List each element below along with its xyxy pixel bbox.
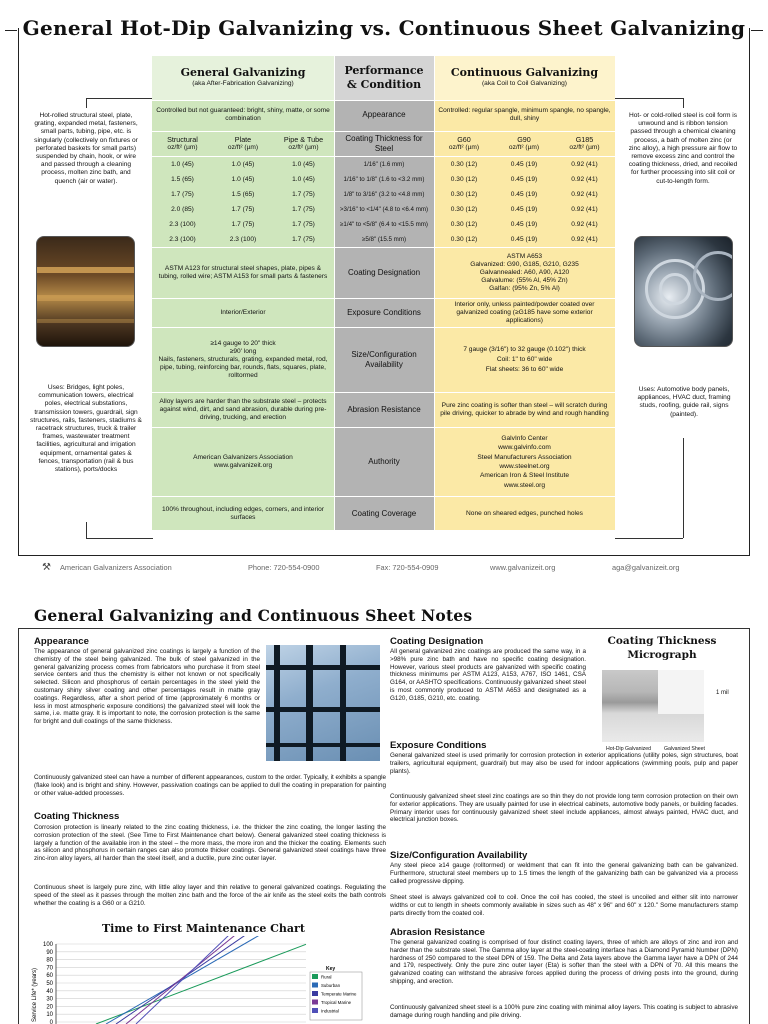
size-continuous: 7 gauge (3/16") to 32 gauge (0.102") thick Coil: 1" to 60" wide Flat sheets: 36 to 60" wide [463, 346, 586, 373]
condition-header [334, 56, 434, 100]
row-divider [152, 131, 615, 132]
continuous-process-description: Hot- or cold-rolled steel is coil form is unwound and is ribbon tension passed through a chemical cleaning process, a bath of molten zinc (or zinc alloy), a high pressure air flow to remove excess zinc and control the coating thickness, dried, and recoiled for further processing into slit coil or cut-to-length form. [628, 112, 738, 185]
col-structural-label: Structural [167, 135, 198, 144]
y-tick-label: 70 [46, 965, 53, 972]
title-rule-right [751, 30, 763, 31]
row-divider [152, 427, 615, 428]
exposure-label: Exposure Conditions [347, 308, 421, 317]
legend-label: Suburban [321, 983, 341, 988]
y-tick-label: 20 [46, 1004, 53, 1011]
abrasion-general: Alloy layers are harder than the substrate steel – protects against wind, dirt, and sand abrasion, durable during pre-driving, trucking, and erection [159, 398, 327, 421]
notes-title: General Galvanizing and Continuous Sheet Notes [34, 606, 473, 625]
thickness-g185: 0.92 (41) [571, 160, 598, 168]
y-tick-label: 90 [46, 949, 53, 956]
footer-phone: Phone: 720-554-0900 [248, 562, 320, 572]
legend-label: Temperate Marine [321, 991, 357, 997]
col-g185-label: G185 [575, 135, 594, 144]
y-tick-label: 100 [42, 942, 53, 948]
thickness-structural: 2.0 (85) [171, 205, 194, 213]
top-title-bar [18, 14, 750, 42]
comparison-table [152, 56, 615, 530]
chart-title: Time to First Maintenance Chart [102, 922, 305, 935]
micrograph-image [602, 670, 704, 742]
legend-label: Rural [321, 974, 332, 980]
legend-swatch [312, 974, 318, 979]
thickness-g185: 0.92 (41) [571, 235, 598, 243]
aga-logo-icon: ⚒ [42, 561, 51, 573]
series-line [136, 936, 306, 1024]
thickness-range: >3/16" to <1/4" (4.8 to <6.4 mm) [339, 205, 429, 213]
thickness-g90: 0.45 (19) [510, 175, 538, 183]
title-rule-left [5, 30, 17, 31]
general-header [152, 56, 334, 100]
thickness-pipe: 1.0 (45) [292, 160, 315, 168]
appearance-label: Appearance [362, 110, 406, 119]
authority-label: Authority [368, 457, 400, 466]
thickness-col-structural [152, 132, 213, 156]
general-header-title: General Galvanizing [180, 66, 306, 79]
designation-continuous: ASTM A653 Galvanized: G90, G185, G210, G235 Galvannealed: A60, A90, A120 Galvalume: (55% Al, 45% Zn) Galfan: (95% Zn, 5% Al) [470, 253, 579, 292]
exposure-heading: Exposure Conditions [390, 740, 487, 751]
micrograph-title: Coating Thickness Micrograph [607, 635, 717, 661]
coverage-general: 100% throughout, including edges, corners, and interior surfaces [161, 505, 325, 521]
thickness-g90: 0.45 (19) [510, 235, 538, 243]
general-uses: Uses: Bridges, light poles, communication towers, electrical poles, electrical substations, transmission towers, guardrail, sign structures, rails, fasteners, stadiums & racetrack structures, truck & trailer frames, wastewater treatment facilities, agricultural and irrigation equipment, ornamental gates & fences, transportation (rail & bus stations), ports/docks [30, 384, 142, 474]
thickness-g60: 0.30 (12) [450, 190, 478, 198]
row-divider [152, 327, 615, 328]
authority-general: American Galvanizers Association www.galvanizeit.org [193, 454, 293, 469]
appearance-general: Controlled but not guaranteed: bright, shiny, matte, or some combination [156, 107, 330, 122]
thickness-structural: 1.5 (65) [171, 175, 194, 183]
designation-heading: Coating Designation [390, 636, 484, 647]
thickness-g90: 0.45 (19) [510, 160, 538, 168]
thickness-g185: 0.92 (41) [571, 175, 598, 183]
connector-left-top [86, 98, 153, 99]
thickness-structural: 2.3 (100) [169, 220, 196, 228]
col-divider [434, 56, 435, 530]
col-pipe-label: Pipe & Tube [283, 135, 324, 144]
col-g60-label: G60 [457, 135, 471, 144]
thickness-g185: 0.92 (41) [571, 190, 598, 198]
row-divider [152, 298, 615, 299]
col-divider [334, 56, 335, 530]
galvanized-structure-photo [266, 645, 380, 761]
thickness-structural: 1.0 (45) [171, 160, 194, 168]
legend-swatch [312, 1008, 318, 1013]
y-tick-label: 10 [46, 1012, 53, 1019]
connector-left-top-v [86, 98, 87, 108]
size-paragraph-1: Any steel piece ≥14 gauge (rolltormed) or weldment that can fit into the general galvanizing bath can be galvanized. Furthermore, structural steel members up to 1.5 times the length of the galvanizing bath can be galvanized via a process called progressive dipping. [390, 862, 738, 885]
thickness-range: ≥1/4" to <5/8" (6.4 to <15.5 mm) [340, 220, 428, 228]
row-divider [152, 392, 615, 393]
thickness-pipe: 1.7 (75) [292, 235, 315, 243]
designation-label: Coating Designation [347, 268, 421, 277]
abrasion-continuous: Pure zinc coating is softer than steel – will scratch during pile driving, quicker to abrade by wind and rough handling [440, 402, 609, 417]
designation-paragraph: All general galvanized zinc coatings are produced the same way, in a >98% pure zinc bath and have no specific coating designation. However, various steel products are galvanized with specific coating thickness minimums per ASTM A123, A153, A767, ISO 1461, CSA G164, or AASHTO specifications. Continuously galvanized sheet steel is most commonly produced to ASTM A653 and designated as a G120, G185, G210, etc. coating. [390, 648, 586, 702]
exposure-paragraph-2: Continuously galvanized sheet steel zinc coatings are so thin they do not provide long term corrosion protection on their own for exterior applications. They are usually painted for use in electrical cabinets, automotive body panels, or building facades. Primary interior uses for continuously galvanized sheet steel include appliances, almost always painted, HVAC duct, and electrical junction boxes. [390, 793, 738, 824]
connector-left-bottom [86, 538, 153, 539]
thickness-g185: 0.92 (41) [571, 220, 598, 228]
col-structural-unit: oz/ft² (µm) [167, 144, 198, 151]
thickness-structural: 2.3 (100) [169, 235, 196, 243]
coverage-label: Coating Coverage [351, 508, 417, 518]
size-heading: Size/Configuration Availability [390, 850, 528, 861]
thickness-g60: 0.30 (12) [450, 205, 478, 213]
thickness-label: Coating Thickness for Steel [345, 134, 423, 153]
footer-org: American Galvanizers Association [60, 562, 172, 572]
legend-label: Industrial [321, 1008, 339, 1014]
thickness-plate: 2.3 (100) [229, 235, 257, 243]
thickness-paragraph-1: Corrosion protection is linearly related to the zinc coating thickness, i.e. the thicker the zinc coating, the longer lasting the corrosion protection of the steel. (See Time to First Maintenance chart below). General galvanized steel coating thickness is largely a function of the available iron in the steel – the more mass, the more iron and the thicker the coating. Elements such as silicon and phosphorus in certain ranges can also promote thicker coatings. General galvanized steel coatings have three zinc-iron alloy layers, all harder than the steel itself, and a ductile, pure zinc outer layer. [34, 824, 386, 863]
legend-label: Tropical Marine [321, 1000, 352, 1005]
legend-swatch [312, 983, 318, 988]
abrasion-heading: Abrasion Resistance [390, 927, 485, 938]
thickness-pipe: 1.0 (45) [292, 175, 315, 183]
steel-coil-photo [634, 236, 733, 347]
col-g90-unit: oz/ft² (µm) [508, 144, 540, 151]
general-process-description: Hot-rolled structural steel, plate, grating, expanded metal, fasteners, small parts, tubing, pipe, etc. is singularly (collectively on fixtures or perforated baskets for small parts) suspended by chain, hook, or wire and passed through a cleaning process, molten zinc bath, and quench (air or water). [34, 112, 138, 185]
thickness-range: 1/16" (1.6 mm) [363, 160, 405, 168]
thickness-g90: 0.45 (19) [510, 220, 538, 228]
page-title: General Hot-Dip Galvanizing vs. Continuous Sheet Galvanizing [22, 16, 746, 40]
contact-footer [36, 561, 736, 573]
thickness-g90: 0.45 (19) [510, 190, 538, 198]
exposure-general: Interior/Exterior [220, 309, 266, 316]
thickness-g60: 0.30 (12) [450, 235, 478, 243]
thickness-paragraph-2: Continuous sheet is largely pure zinc, with little alloy layer and thin relative to general galvanized coatings. Regulating the speed of the steel as it passes through the molten zinc bath and the force of the air knife as the steel exits the bath controls whether the coating is a G60 or a G210. [34, 884, 386, 907]
continuous-header-title: Continuous Galvanizing [450, 66, 599, 79]
row-divider [152, 247, 615, 248]
footer-fax: Fax: 720-554-0909 [376, 562, 439, 572]
thickness-plate: 1.7 (75) [231, 205, 255, 213]
appearance-paragraph-1: The appearance of general galvanized zinc coatings is largely a function of the chemistry of the steel being galvanized. The bulk of steel galvanized in the general galvanizing process comes from fabricators who purchase it from steel service centers and thus the chemistry is either not known or not specifically selected. Silicon and phosphorus of certain percentages in the steel yield the customary shiny silver coating and other percentages result in matte gray coatings. Regardless, after a short period of time (approximately 6 months or less in most atmospheric exposure conditions) the galvanized steel will look the same, i.e. matte gray. It is important to note, the corrosion protection is the same for bright and dull coatings of the same thickness. [34, 648, 260, 726]
thickness-col-g90 [494, 132, 554, 156]
abrasion-paragraph-2: Continuously galvanized sheet steel is a 100% pure zinc coating with minimal alloy layers. This coating is subject to abrasive damage during rough handling and pile driving. [390, 1004, 738, 1019]
appearance-paragraph-2: Continuously galvanized steel can have a number of different appearances, custom to the order. Typically, it exhibits a spangle (flake look) and is bright and shiny. However, passivation coatings can be applied to dull the coating in preparation for painting or other value-added processes. [34, 774, 386, 797]
thickness-pipe: 1.7 (75) [292, 205, 315, 213]
thickness-range: ≥5/8" (15.5 mm) [361, 235, 407, 243]
col-pipe-unit: oz/ft² (µm) [288, 144, 319, 151]
connector-right-top-v [683, 98, 684, 108]
thickness-range: 1/16" to 1/8" (1.6 to <3.2 mm) [343, 175, 425, 183]
thickness-col-g185 [554, 132, 615, 156]
thickness-heading: Coating Thickness [34, 811, 120, 822]
series-line [126, 936, 306, 1024]
footer-email[interactable]: aga@galvanizeit.org [612, 562, 680, 572]
micrograph-right-label: Galvanized Sheet [664, 746, 705, 752]
thickness-col-plate [213, 132, 273, 156]
thickness-range: 1/8" to 3/16" (3.2 to <4.8 mm) [343, 190, 425, 198]
y-tick-label: 0 [49, 1020, 53, 1024]
footer-website[interactable]: www.galvanizeit.org [490, 562, 556, 572]
thickness-g90: 0.45 (19) [510, 205, 538, 213]
continuous-header [434, 56, 615, 100]
designation-general: ASTM A123 for structural steel shapes, plate, pipes & tubing, rolled wire; ASTM A153 for small parts & fasteners [158, 265, 328, 280]
continuous-uses: Uses: Automotive body panels, appliances, HVAC duct, framing studs, roofing, guide rail, signs (painted). [637, 386, 731, 418]
micrograph-left-label: Hot-Dip Galvanized [606, 746, 651, 752]
connector-left-bottom-v [86, 522, 87, 538]
maintenance-chart [28, 936, 368, 1024]
size-paragraph-2: Sheet steel is always galvanized coil to coil. Once the coil has cooled, the steel is uncoiled and either slit into narrower widths or cut to length in sheets commonly available in sizes such as 48" x 96" and 60" x 120." Some manufacturers stamp parts directly from the coated coil. [390, 894, 738, 917]
thickness-pipe: 1.7 (75) [292, 190, 315, 198]
authority-continuous: GalvInfo Center www.galvinfo.com Steel Manufacturers Association www.steelnet.org American Iron & Steel Institute www.steel.org [477, 434, 572, 489]
size-label: Size/Configuration Availability [351, 350, 417, 369]
thickness-plate: 1.7 (75) [231, 220, 255, 228]
col-g185-unit: oz/ft² (µm) [569, 144, 600, 151]
row-divider [152, 496, 615, 497]
col-plate-label: Plate [234, 135, 252, 144]
col-g60-unit: oz/ft² (µm) [448, 144, 480, 151]
y-tick-label: 30 [46, 996, 53, 1003]
legend-title: Key [326, 966, 336, 972]
thickness-g60: 0.30 (12) [450, 160, 478, 168]
thickness-plate: 1.0 (45) [231, 175, 255, 183]
thickness-plate: 1.5 (65) [231, 190, 255, 198]
continuous-header-sub: (aka Coil to Coil Galvanizing) [481, 80, 568, 87]
thickness-g185: 0.92 (41) [571, 205, 598, 213]
abrasion-label: Abrasion Resistance [347, 405, 421, 414]
appearance-continuous: Controlled: regular spangle, minimum spangle, no spangle, dull, shiny [438, 107, 611, 122]
thickness-pipe: 1.7 (75) [292, 220, 315, 228]
thickness-col-g60 [434, 132, 494, 156]
exposure-paragraph-1: General galvanized steel is used primarily for corrosion protection in exterior applications (utility poles, sign structures, boat trailers, agricultural equipment, guardrail) but may also be used for indoor applications (swimming pools, pulp and paper plants). [390, 752, 738, 775]
coverage-continuous: None on sheared edges, punched holes [466, 509, 583, 517]
row-divider [152, 100, 615, 101]
col-g90-label: G90 [517, 135, 531, 144]
row-divider [152, 156, 615, 157]
y-tick-label: 80 [46, 957, 53, 964]
connector-right-bottom-v [683, 438, 684, 538]
micrograph-scale: 1 mil [716, 690, 729, 696]
thickness-g60: 0.30 (12) [450, 175, 478, 183]
abrasion-paragraph-1: The general galvanized coating is comprised of four distinct coating layers, three of which are alloys of zinc and iron and harder than the substrate steel. The Gamma alloy layer at the steel-coating interface has a Diamond Pyramid Number (DPN) hardness of 250 compared to the steel DPN of 159. The Delta and Zeta layers above the Gamma layer have a DPN of 244 and 179, respectively. Only the pure zinc outer layer (Eta) is softer than the steel with a DPN of 70. All this means the galvanized coating can withstand the abrasive forces applied during the process of driving posts into the ground, during shipping, and erection. [390, 939, 738, 985]
appearance-heading: Appearance [34, 636, 89, 647]
connector-right-top [615, 98, 683, 99]
y-tick-label: 50 [46, 981, 53, 987]
exposure-continuous: Interior only, unless painted/powder coated over galvanized coating (≥G185 have some exterior applications) [454, 301, 595, 324]
condition-header-title: Performance & Condition [344, 64, 424, 91]
legend-swatch [312, 991, 318, 996]
connector-right-bottom [615, 538, 683, 539]
thickness-structural: 1.7 (75) [171, 190, 194, 198]
thickness-g60: 0.30 (12) [450, 220, 478, 228]
size-general: ≥14 gauge to 20" thick ≥90' long Nails, fasteners, structurals, grating, expanded metal, rod, pipe, tubing, reinforcing bar, rounds, flats, squares, plate, rolltormed [158, 340, 328, 379]
thickness-col-pipe [273, 132, 334, 156]
general-header-sub: (aka After-Fabrication Galvanizing) [192, 80, 294, 87]
thickness-plate: 1.0 (45) [231, 160, 255, 168]
col-plate-unit: oz/ft² (µm) [227, 144, 259, 151]
legend-swatch [312, 1000, 318, 1005]
y-tick-label: 40 [46, 988, 53, 995]
galvanizing-kettle-photo [36, 236, 135, 347]
y-tick-label: 60 [46, 973, 53, 980]
y-axis-label: Service Life* (years) [32, 967, 38, 1022]
